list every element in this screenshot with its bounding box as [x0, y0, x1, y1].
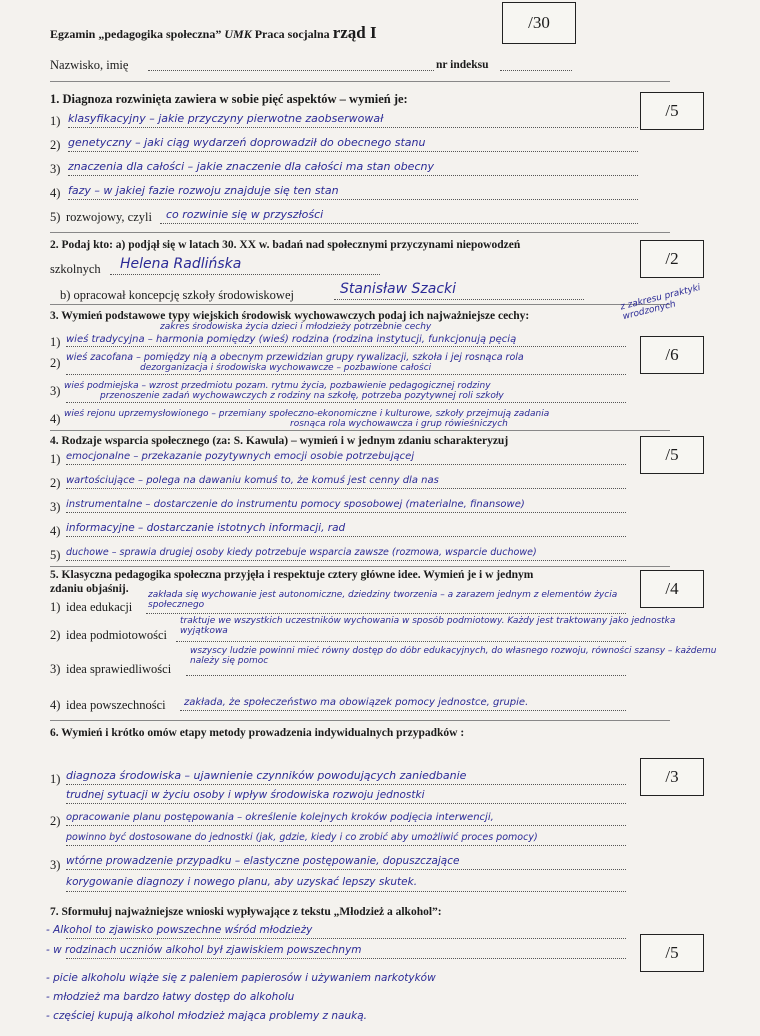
q6-line-3a [66, 869, 626, 870]
q7-line-1: - Alkohol to zjawisko powszechne wśród młodzieży [46, 924, 313, 936]
q3-item-4-num: 4) [50, 412, 61, 426]
q4-line-3 [66, 512, 626, 513]
q6-item-1-answer-line2: trudnej sytuacji w życiu osoby i wpływ środowiska rozwoju jednostki [66, 789, 425, 801]
q1-item-2-answer: genetyczny – jaki ciąg wydarzeń doprowadził do obecnego stanu [68, 136, 426, 149]
q1-item-5-printed: rozwojowy, czyli [66, 210, 152, 224]
q5-title-line2: zdaniu objaśnij. [50, 583, 129, 595]
q7-rule-1 [66, 938, 626, 939]
q6-item-1-answer: diagnoza środowiska – ujawnienie czynników powodujących zaniedbanie [66, 769, 467, 782]
q4-item-1-answer: emocjonalne – przekazanie pozytywnych emocji osobie potrzebującej [66, 451, 415, 462]
q1-score: /5 [665, 101, 679, 120]
q5-item-2-answer: traktuje we wszystkich uczestników wychowania w sposób podmiotowy. Każdy jest traktowany jako jednostka wyjątkowa [180, 616, 676, 636]
q2-a-line [110, 274, 380, 275]
q1-line-2 [68, 151, 638, 152]
q3-margin-note: z zakresu praktyki wrodzonych [619, 282, 702, 323]
q4-line-2 [66, 488, 626, 489]
q4-item-3-answer: instrumentalne – dostarczenie do instrumentu pomocy sposobowej (materialne, finansowe) [66, 499, 525, 510]
q5-item-1-answer: zakłada się wychowanie jest autonomiczne, dziedziny tworzenia – a zarazem jednym z elementów życia społecznego [148, 590, 618, 610]
q4-title: 4. Rodzaje wsparcia społecznego (za: S. Kawula) – wymień i w jednym zdaniu scharakteryzuj [50, 435, 509, 447]
q1-item-3-num: 3) [50, 162, 61, 176]
q7-rule-2 [66, 958, 626, 959]
q7-line-4: - młodzież ma bardzo łatwy dostęp do alkoholu [46, 991, 295, 1003]
q5-item-4-num: 4) [50, 698, 61, 712]
q6-line-2a [66, 825, 626, 826]
q5-line-3 [186, 675, 626, 676]
q5-item-1-num: 1) [50, 600, 61, 614]
q1-item-2-num: 2) [50, 138, 61, 152]
q2-score-box[interactable] [640, 240, 704, 278]
title-course: Praca socjalna [254, 27, 330, 41]
q3-item-1-num: 1) [50, 335, 61, 349]
q2-divider [50, 304, 670, 305]
q3-item-2-answer-line2: dezorganizacja i środowiska wychowawcze – pozbawione całości [140, 363, 432, 373]
q4-item-2-num: 2) [50, 476, 61, 490]
q6-item-3-answer: wtórne prowadzenie przypadku – elastyczne postępowanie, dopuszczające [66, 855, 460, 867]
title-umk: UMK [224, 27, 252, 41]
q3-item-4-answer-line2: rosnąca rola wychowawcza i grup rówieśniczych [290, 419, 508, 429]
q4-item-3-num: 3) [50, 500, 61, 514]
q6-item-2-answer: opracowanie planu postępowania – określenie kolejnych kroków podjęcia interwencji, [66, 812, 494, 823]
q5-line-1 [146, 613, 626, 614]
q1-line-3 [68, 175, 638, 176]
title-prefix: Egzamin „pedagogika społeczna” [50, 27, 222, 41]
q7-line-2: - w rodzinach uczniów alkohol był zjawiskiem powszechnym [46, 944, 362, 956]
q4-line-4 [66, 536, 626, 537]
q3-item-2-num: 2) [50, 356, 61, 370]
q5-item-3-num: 3) [50, 662, 61, 676]
q1-divider [50, 232, 670, 233]
q6-item-2-num: 2) [50, 814, 61, 828]
q1-item-4-num: 4) [50, 186, 61, 200]
q4-item-4-num: 4) [50, 524, 61, 538]
q3-line-2 [66, 374, 626, 375]
q3-line-1 [66, 346, 626, 347]
index-field[interactable] [500, 70, 572, 71]
q2-b-line [334, 299, 584, 300]
q1-item-5-answer: co rozwinie się w przyszłości [166, 208, 324, 221]
exam-title [50, 23, 377, 42]
q7-score-box[interactable] [640, 934, 704, 972]
q3-item-3-answer-line2: przenoszenie zadań wychowawczych z rodziny na szkołę, potrzeba pozytywnej roli szkoły [100, 391, 504, 401]
q3-item-1-note: zakres środowiska życia dzieci i młodzieży potrzebnie cechy [160, 322, 432, 332]
name-field[interactable] [148, 70, 434, 71]
q1-item-4-answer: fazy – w jakiej fazie rozwoju znajduje się ten stan [68, 184, 339, 197]
q1-title: 1. Diagnoza rozwinięta zawiera w sobie pięć aspektów – wymień je: [50, 92, 408, 106]
q7-line-5: - częściej kupują alkohol młodzież mająca problemy z nauką. [46, 1010, 367, 1022]
q2-a-answer: Helena Radlińska [120, 256, 242, 272]
q3-item-4-answer: wieś rejonu uprzemysłowionego – przemiany społeczno-ekonomiczne i kulturowe, szkoły przejmują zadania [64, 409, 550, 419]
q1-score-box[interactable] [640, 92, 704, 130]
q7-line-3: - picie alkoholu wiąże się z paleniem papierosów i używaniem narkotyków [46, 972, 436, 984]
title-row: rząd I [332, 23, 377, 42]
header-divider [50, 81, 670, 82]
q2-b-label: b) opracował koncepcję szkoły środowiskowej [60, 288, 294, 302]
q7-score: /5 [665, 943, 679, 962]
q1-item-3-answer: znaczenia dla całości – jakie znaczenie dla całości ma stan obecny [68, 160, 434, 173]
q1-item-1-num: 1) [50, 114, 61, 128]
q5-line-4 [180, 710, 626, 711]
q4-item-1-num: 1) [50, 452, 61, 466]
q5-item-3-printed: idea sprawiedliwości [66, 662, 172, 676]
q6-line-1b [66, 803, 626, 804]
q6-item-3-answer-line2: korygowanie diagnozy i nowego planu, aby uzyskać lepszy skutek. [66, 876, 418, 888]
q5-item-1-printed: idea edukacji [66, 600, 133, 614]
q2-score: /2 [665, 249, 679, 268]
q6-line-3b [66, 891, 626, 892]
q3-score-box[interactable] [640, 336, 704, 374]
q4-item-5-answer: duchowe – sprawia drugiej osoby kiedy potrzebuje wsparcia zawsze (rozmowa, wsparcie duchowe) [66, 547, 537, 558]
q5-title: 5. Klasyczna pedagogika społeczna przyjęła i respektuje cztery główne idee. Wymień je i w jednym [50, 569, 534, 581]
q2-a-label: szkolnych [50, 262, 101, 276]
q6-score: /3 [665, 767, 679, 786]
q3-divider [50, 430, 670, 431]
q3-item-1-answer: wieś tradycyjna – harmonia pomiędzy (wieś) rodzina (rodzina instytucji, funkcjonują pęcią [66, 334, 517, 345]
q4-score: /5 [665, 445, 679, 464]
q3-line-3 [66, 402, 626, 403]
q1-line-4 [68, 199, 638, 200]
q4-item-2-answer: wartościujące – polega na dawaniu komuś to, że komuś jest cenny dla nas [66, 475, 439, 486]
name-label: Nazwisko, imię [50, 58, 129, 72]
q3-item-2-answer: wieś zacofana – pomiędzy nią a obecnym przewidzian grupy rywalizacji, szkoła i jej rosnąca rola [66, 352, 524, 363]
q1-item-5-num: 5) [50, 210, 61, 224]
q5-divider [50, 720, 670, 721]
q1-line-5 [160, 223, 638, 224]
q6-line-2b [66, 845, 626, 846]
q3-item-3-num: 3) [50, 384, 61, 398]
q5-item-2-printed: idea podmiotowości [66, 628, 168, 642]
q3-item-3-answer: wieś podmiejska – wzrost przedmiotu pozam. rytmu życia, pozbawienie pedagogicznej rodziny [64, 381, 491, 391]
q5-item-4-answer: zakłada, że społeczeństwo ma obowiązek pomocy jednostce, grupie. [184, 697, 529, 708]
q4-score-box[interactable] [640, 436, 704, 474]
q4-item-4-answer: informacyjne – dostarczanie istotnych informacji, rad [66, 522, 346, 534]
q1-item-1-answer: klasyfikacyjny – jakie przyczyny pierwotne zaobserwował [68, 112, 384, 125]
q2-b-answer: Stanisław Szacki [340, 281, 457, 297]
q3-score: /6 [665, 345, 679, 364]
q5-item-3-answer: wszyscy ludzie powinni mieć równy dostęp do dóbr edukacyjnych, do własnego rozwoju, równości szansy – każdemu należy się pomoc [190, 646, 717, 666]
q6-title: 6. Wymień i krótko omów etapy metody prowadzenia indywidualnych przypadków : [50, 727, 465, 739]
q5-item-4-printed: idea powszechności [66, 698, 166, 712]
q1-line-1 [68, 127, 638, 128]
q6-item-3-num: 3) [50, 858, 61, 872]
q2-title: 2. Podaj kto: a) podjął się w latach 30. XX w. badań nad społecznymi przyczynami niepowodzeń [50, 239, 521, 251]
q6-item-2-answer-line2: powinno być dostosowane do jednostki (jak, gdzie, kiedy i co zrobić aby umożliwić proces pomocy) [66, 832, 538, 843]
q7-title: 7. Sformułuj najważniejsze wnioski wypływające z tekstu „Młodzież a alkohol”: [50, 906, 442, 918]
q4-line-1 [66, 464, 626, 465]
q4-line-5 [66, 560, 626, 561]
q3-title: 3. Wymień podstawowe typy wiejskich środowisk wychowawczych podaj ich najważniejsze cechy: [50, 310, 530, 322]
total-score-label: /30 [528, 13, 550, 32]
q4-item-5-num: 5) [50, 548, 61, 562]
q4-divider [50, 566, 670, 567]
q5-line-2 [176, 641, 626, 642]
q6-item-1-num: 1) [50, 772, 61, 786]
q5-item-2-num: 2) [50, 628, 61, 642]
total-score-box[interactable] [502, 2, 576, 44]
q6-line-1a [66, 784, 626, 785]
index-label: nr indeksu [436, 59, 489, 71]
q5-score: /4 [665, 579, 679, 598]
